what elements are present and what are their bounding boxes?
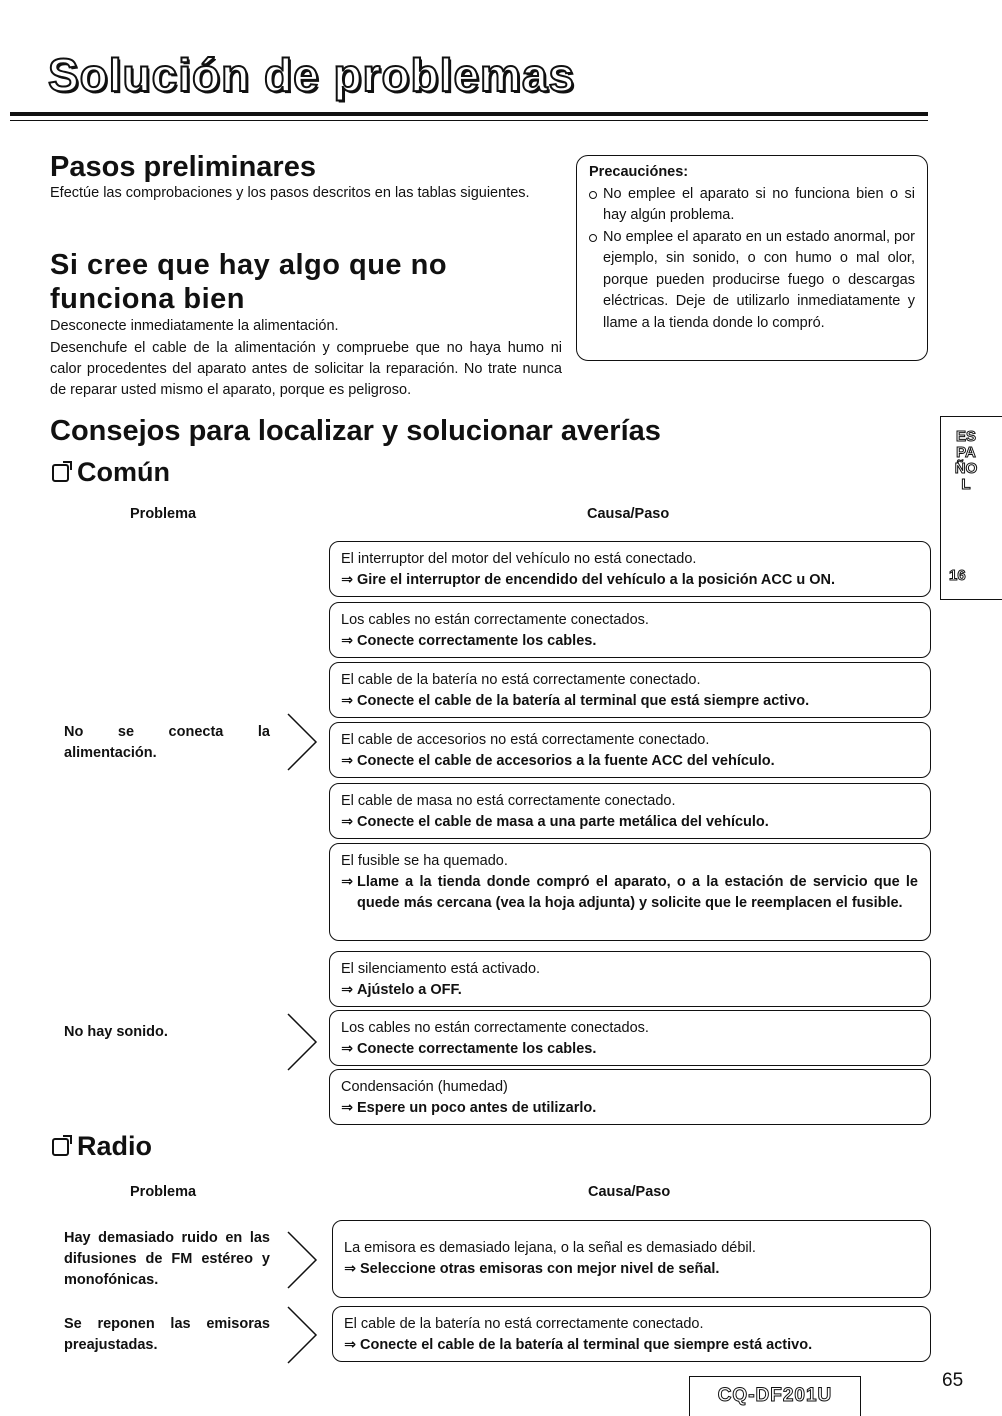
pasos-heading: Pasos preliminares (50, 151, 316, 183)
step-text: ⇒ Conecte el cable de la batería al terminal que está siempre activo. (341, 691, 918, 712)
consejos-heading: Consejos para localizar y solucionar averías (50, 415, 661, 447)
cause-box (329, 662, 931, 718)
checkbox-icon (52, 464, 69, 482)
cause-text: El cable de masa no está correctamente conectado. (341, 793, 676, 809)
step-text: ⇒ Conecte el cable de masa a una parte metálica del vehículo. (341, 812, 918, 833)
language-tab (940, 416, 1002, 600)
step-text: ⇒ Conecte el cable de accesorios a la fuente ACC del vehículo. (341, 751, 918, 772)
cause-text: El cable de accesorios no está correctamente conectado. (341, 732, 710, 748)
problem-no-power: No se conecta la alimentación. (64, 724, 270, 761)
cause-box (329, 951, 931, 1007)
cause-box (329, 722, 931, 778)
cause-text: El cable de la batería no está correctamente conectado. (344, 1316, 704, 1332)
cause-text: El silenciamento está activado. (341, 961, 541, 977)
section-number: 16 (949, 567, 966, 584)
cause-box (329, 602, 931, 658)
cause-box (332, 1220, 931, 1298)
step-text: ⇒ Espere un poco antes de utilizarlo. (341, 1098, 918, 1119)
problem-fm-noise: Hay demasiado ruido en las difusiones de FM estéreo y monofónicas. (64, 1230, 270, 1288)
arrow-icon (286, 1230, 318, 1290)
cause-box (329, 1069, 931, 1125)
step-text: ⇒ Ajústelo a OFF. (341, 980, 918, 1001)
radio-heading: Radio (77, 1131, 153, 1161)
model-label: CQ-DF201U (689, 1376, 861, 1416)
radio-col-cause: Causa/Paso (588, 1184, 671, 1200)
cause-text: El fusible se ha quemado. (341, 853, 508, 869)
comun-col-cause: Causa/Paso (587, 506, 670, 522)
arrow-icon (286, 712, 318, 772)
step-text: ⇒ Conecte correctamente los cables. (341, 631, 918, 652)
cause-text: Los cables no están correctamente conectados. (341, 612, 649, 628)
radio-section-title (52, 1130, 152, 1162)
checkbox-icon (52, 1138, 69, 1156)
pasos-text: Efectúe las comprobaciones y los pasos descritos en las tablas siguientes. (50, 185, 530, 201)
step-text: ⇒ Conecte correctamente los cables. (341, 1039, 918, 1060)
cause-box (329, 541, 931, 597)
precautions-box (576, 155, 928, 361)
title-rule (10, 112, 928, 116)
comun-col-problem: Problema (130, 506, 197, 522)
title-rule-thin (10, 120, 928, 121)
cause-box (329, 843, 931, 941)
problem-no-sound: No hay sonido. (64, 1024, 168, 1040)
step-text: ⇒ Gire el interruptor de encendido del vehículo a la posición ACC u ON. (341, 570, 918, 591)
radio-col-problem: Problema (130, 1184, 197, 1200)
si-cree-heading: Si cree que hay algo que no funciona bien (50, 249, 448, 315)
comun-heading: Común (77, 457, 170, 487)
precautions-list (589, 184, 915, 335)
language-label: ESPAÑOL (954, 428, 978, 493)
cause-box (332, 1306, 931, 1362)
step-text: ⇒ Llame a la tienda donde compró el aparato, o a la estación de servicio que le quede más cercana (vea la hoja adjunta) y solicite que le reemplacen el fusible. (341, 872, 918, 914)
cause-text: Condensación (humedad) (341, 1079, 508, 1095)
cause-text: Los cables no están correctamente conectados. (341, 1020, 649, 1036)
step-text: ⇒ Seleccione otras emisoras con mejor nivel de señal. (344, 1259, 918, 1280)
cause-box (329, 783, 931, 839)
cause-box (329, 1010, 931, 1066)
arrow-icon (286, 1012, 318, 1072)
precautions-heading: Precauciónes: (589, 164, 689, 180)
page-number: 65 (942, 1370, 964, 1391)
precaution-item: No emplee el aparato en un estado anormal, por ejemplo, sin sonido, o con humo o mal olor, porque pueden producirse fuego o descargas eléctricas. Deje de utilizarlo inmediatamente y llame a la tienda donde lo compró. (589, 227, 915, 335)
cause-text: El cable de la batería no está correctamente conectado. (341, 672, 701, 688)
cause-text: El interruptor del motor del vehículo no está conectado. (341, 551, 697, 567)
si-cree-line1: Desconecte inmediatamente la alimentación. (50, 318, 339, 334)
arrow-icon (286, 1305, 318, 1365)
precaution-item: No emplee el aparato si no funciona bien o si hay algún problema. (589, 184, 915, 227)
problem-presets-reset: Se reponen las emisoras preajustadas. (64, 1316, 270, 1353)
si-cree-line2: Desenchufe el cable de la alimentación y compruebe que no haya humo ni calor procedentes del aparato antes de solicitar la reparación. No trate nunca de reparar usted mismo el aparato, porque es peligroso. (50, 340, 562, 398)
page-title: Solución de problemas (48, 49, 576, 101)
step-text: ⇒ Conecte el cable de la batería al terminal que siempre está activo. (344, 1335, 918, 1356)
cause-text: La emisora es demasiado lejana, o la señal es demasiado débil. (344, 1240, 756, 1256)
comun-section-title (52, 456, 170, 488)
